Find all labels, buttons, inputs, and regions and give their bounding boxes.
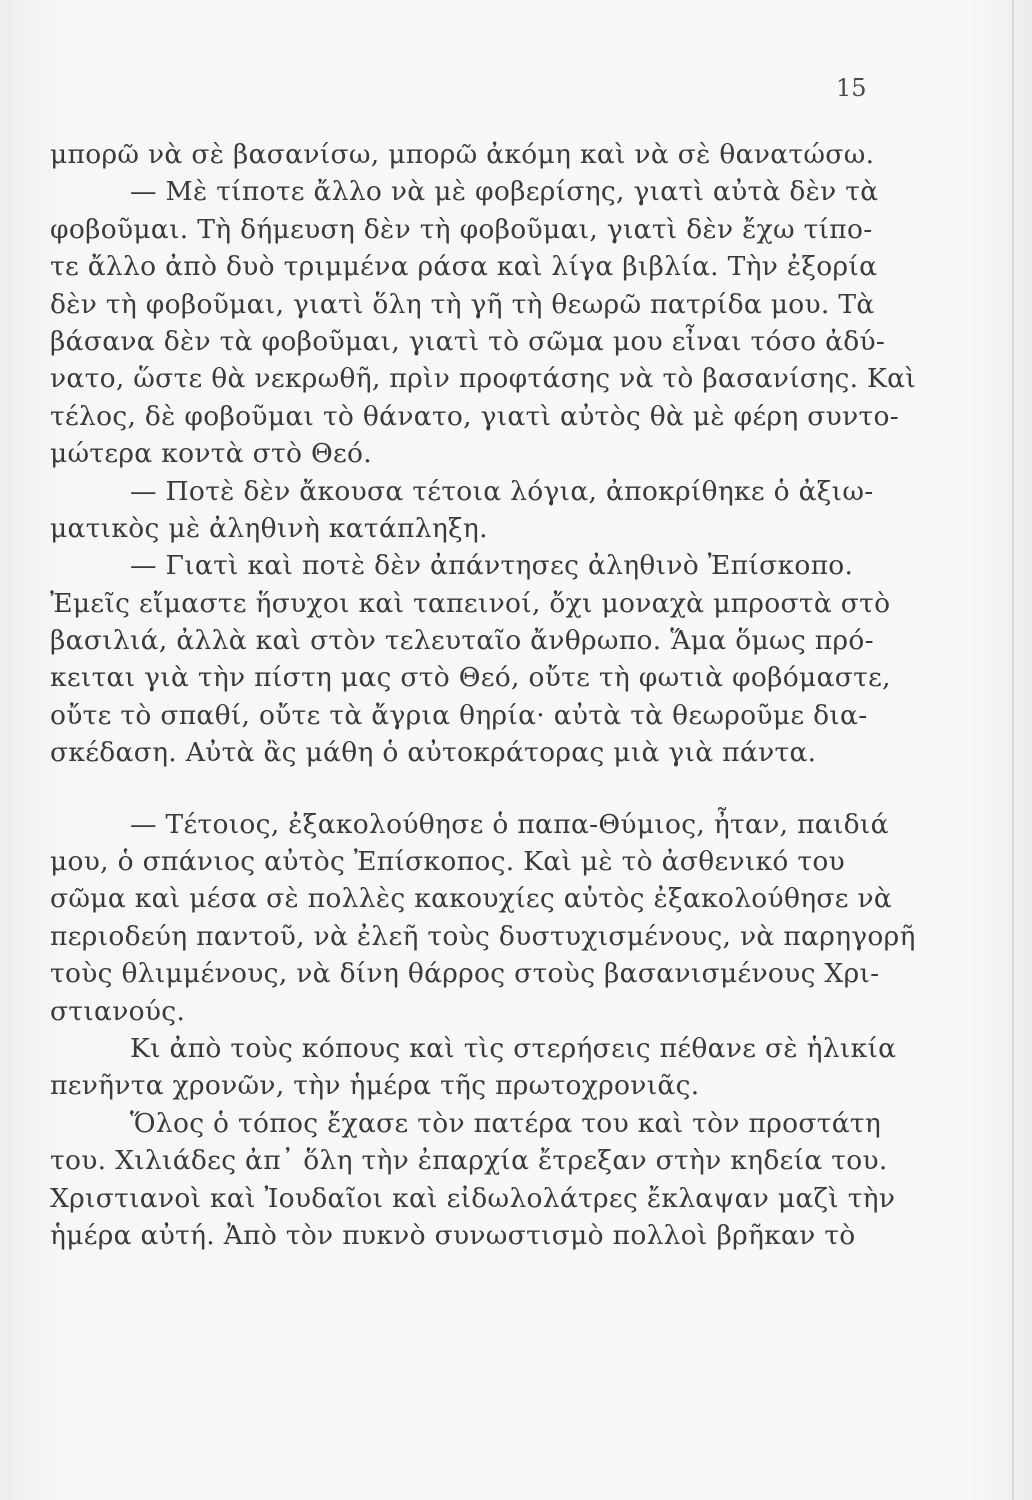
text-line: Ἐμεῖς εἴμαστε ἥσυχοι καὶ ταπεινοί, ὄχι μοναχὰ μπροστὰ στὸ: [50, 587, 891, 619]
text-line: — Ποτὲ δὲν ἄκουσα τέτοια λόγια, ἀποκρίθηκε ὁ ἀξιω-: [130, 475, 874, 507]
text-line: φοβοῦμαι. Τὴ δήμευση δὲν τὴ φοβοῦμαι, γιατὶ δὲν ἔχω τίπο-: [50, 213, 873, 245]
text-line: ματικὸς μὲ ἀληθινὴ κατάπληξη.: [50, 512, 488, 544]
text-line: βάσανα δὲν τὰ φοβοῦμαι, γιατὶ τὸ σῶμα μου εἶναι τόσο ἀδύ-: [50, 325, 886, 357]
text-line: Χριστιανοὶ καὶ Ἰουδαῖοι καὶ εἰδωλολάτρες ἔκλαψαν μαζὶ τὴν: [50, 1182, 896, 1214]
page-edge: [1012, 0, 1014, 1500]
text-line: ἡμέρα αὐτή. Ἀπὸ τὸν πυκνὸ συνωστισμὸ πολλοὶ βρῆκαν τὸ: [50, 1219, 856, 1251]
body-text: [50, 136, 917, 1254]
text-line: τέλος, δὲ φοβοῦμαι τὸ θάνατο, γιατὶ αὐτὸς θὰ μὲ φέρη συντο-: [50, 400, 899, 432]
text-line: Κι ἀπὸ τοὺς κόπους καὶ τὶς στερήσεις πέθανε σὲ ἡλικία: [130, 1032, 897, 1064]
text-line: — Μὲ τίποτε ἄλλο νὰ μὲ φοβερίσης, γιατὶ αὐτὰ δὲν τὰ: [130, 176, 879, 208]
text-line: τε ἄλλο ἀπὸ δυὸ τριμμένα ράσα καὶ λίγα βιβλία. Τὴν ἐξορία: [50, 251, 878, 283]
text-line: δὲν τὴ φοβοῦμαι, γιατὶ ὅλη τὴ γῆ τὴ θεωρῶ πατρίδα μου. Τὰ: [50, 288, 875, 320]
text-line: σῶμα καὶ μέσα σὲ πολλὲς κακουχίες αὐτὸς ἐξακολούθησε νὰ: [50, 883, 893, 915]
text-line: νατο, ὥστε θὰ νεκρωθῆ, πρὶν προφτάσης νὰ τὸ βασανίσης. Καὶ: [50, 363, 917, 395]
text-line: μου, ὁ σπάνιος αὐτὸς Ἐπίσκοπος. Καὶ μὲ τὸ ἀσθενικό του: [50, 846, 846, 878]
text-line: κειται γιὰ τὴν πίστη μας στὸ Θεό, οὔτε τὴ φωτιὰ φοβόμαστε,: [50, 662, 891, 694]
text-line: Ὅλος ὁ τόπος ἔχασε τὸν πατέρα του καὶ τὸν προστάτη: [130, 1107, 882, 1139]
text-line: τοὺς θλιμμένους, νὰ δίνη θάρρος στοὺς βασανισμένους Χρι-: [50, 958, 880, 990]
text-line: πενῆντα χρονῶν, τὴν ἡμέρα τῆς πρωτοχρονιᾶς.: [50, 1070, 700, 1102]
text-line: — Τέτοιος, ἐξακολούθησε ὁ παπα-Θύμιος, ἦταν, παιδιά: [130, 808, 889, 840]
text-line: μπορῶ νὰ σὲ βασανίσω, μπορῶ ἀκόμη καὶ νὰ σὲ θανατώσω.: [50, 139, 875, 170]
text-line: — Γιατὶ καὶ ποτὲ δὲν ἀπάντησες ἀληθινὸ Ἐπίσκοπο.: [130, 550, 854, 582]
text-line: βασιλιά, ἀλλὰ καὶ στὸν τελευταῖο ἄνθρωπο. Ἅμα ὅμως πρό-: [50, 625, 874, 657]
text-line: μώτερα κοντὰ στὸ Θεό.: [50, 438, 372, 470]
text-line: περιοδεύη παντοῦ, νὰ ἐλεῆ τοὺς δυστυχισμένους, νὰ παρηγορῆ: [50, 920, 916, 952]
text-line: του. Χιλιάδες ἀπ᾽ ὅλη τὴν ἐπαρχία ἔτρεξαν στὴν κηδεία του.: [50, 1145, 888, 1177]
section-gap: [50, 772, 878, 806]
text-line: στιανούς.: [50, 995, 186, 1027]
text-line: σκέδαση. Αὐτὰ ἂς μάθη ὁ αὐτοκράτορας μιὰ γιὰ πάντα.: [50, 737, 817, 769]
text-line: οὔτε τὸ σπαθί, οὔτε τὰ ἄγρια θηρία· αὐτὰ τὰ θεωροῦμε δια-: [50, 699, 868, 731]
page-number: 15: [836, 74, 867, 102]
